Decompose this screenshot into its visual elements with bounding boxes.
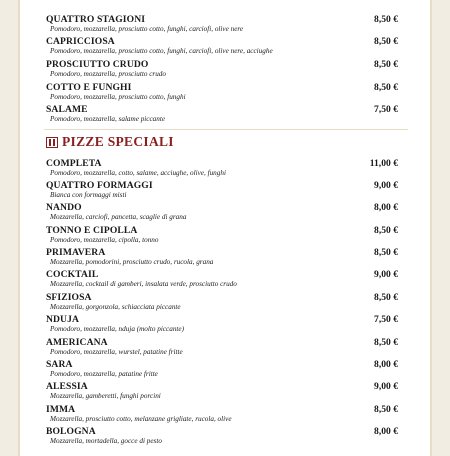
section-header (46, 134, 174, 150)
menu-item-desc: Pomodoro, mozzarella, prosciutto cotto, funghi, carciofi, olive nere, acciughe (50, 47, 273, 55)
menu-item-desc: Pomodoro, mozzarella, wurstel, patatine fritte (50, 348, 183, 356)
menu-item-desc: Pomodoro, mozzarella, prosciutto crudo (50, 70, 166, 78)
menu-item-price: 8,50 € (374, 36, 398, 47)
menu-item-name: IMMA (46, 404, 76, 415)
menu-item-desc: Mozzarella, gorgonzola, schiacciata piccante (50, 303, 181, 311)
menu-item-price: 8,00 € (374, 359, 398, 370)
menu-item-desc: Mozzarella, gamberetti, funghi porcini (50, 392, 161, 400)
pizza-oven-icon (46, 137, 58, 148)
menu-item (46, 359, 398, 379)
menu-item-desc: Bianca con formaggi misti (50, 191, 127, 199)
menu-item (46, 158, 398, 178)
menu-item (46, 14, 398, 34)
menu-item-price: 11,00 € (369, 158, 398, 169)
menu-item (46, 104, 398, 124)
menu-item-price: 9,00 € (374, 381, 398, 392)
menu-item-name: BOLOGNA (46, 426, 96, 437)
menu-item-desc: Mozzarella, mortadella, gocce di pesto (50, 437, 162, 445)
menu-item-price: 8,50 € (374, 292, 398, 303)
menu-item-name: AMERICANA (46, 337, 108, 348)
menu-item-name: PROSCIUTTO CRUDO (46, 59, 149, 70)
menu-item (46, 381, 398, 401)
menu-item-name: SFIZIOSA (46, 292, 92, 303)
menu-item-name: SARA (46, 359, 73, 370)
menu-item-name: NDUJA (46, 314, 80, 325)
menu-item-desc: Mozzarella, pomodorini, prosciutto crudo, rucola, grana (50, 258, 214, 266)
menu-item-price: 8,50 € (374, 14, 398, 25)
menu-item (46, 82, 398, 102)
menu-item (46, 202, 398, 222)
menu-item (46, 59, 398, 79)
menu-item (46, 180, 398, 200)
section-title: PIZZE SPECIALI (62, 134, 174, 149)
menu-item-price: 7,50 € (374, 314, 398, 325)
menu-item (46, 337, 398, 357)
menu-item (46, 36, 398, 56)
menu-item (46, 404, 398, 424)
menu-item-price: 8,50 € (374, 247, 398, 258)
menu-item-desc: Pomodoro, mozzarella, patatine fritte (50, 370, 158, 378)
menu-item-desc: Pomodoro, mozzarella, cipolla, tonno (50, 236, 159, 244)
menu-item-desc: Pomodoro, mozzarella, prosciutto cotto, funghi (50, 93, 186, 101)
menu-item-name: TONNO E CIPOLLA (46, 225, 138, 236)
menu-item-name: COCKTAIL (46, 269, 99, 280)
menu-page (18, 0, 432, 456)
menu-item (46, 292, 398, 312)
menu-item-desc: Mozzarella, cocktail di gamberi, insalata verde, prosciutto crudo (50, 280, 237, 288)
menu-item (46, 247, 398, 267)
menu-item-name: ALESSIA (46, 381, 88, 392)
menu-item-name: CAPRICCIOSA (46, 36, 115, 47)
menu-item (46, 426, 398, 446)
menu-item-desc: Pomodoro, mozzarella, nduja (molto piccante) (50, 325, 185, 333)
menu-item-name: COMPLETA (46, 158, 102, 169)
menu-item-price: 8,00 € (374, 426, 398, 437)
menu-item-price: 8,50 € (374, 225, 398, 236)
menu-item-name: QUATTRO FORMAGGI (46, 180, 153, 191)
menu-item-desc: Mozzarella, prosciutto cotto, melanzane grigliate, rucola, olive (50, 415, 232, 423)
menu-item-price: 8,50 € (374, 82, 398, 93)
menu-item-name: SALAME (46, 104, 88, 115)
section-divider (44, 129, 408, 130)
menu-item-price: 8,00 € (374, 202, 398, 213)
menu-item-desc: Mozzarella, carciofi, pancetta, scaglie di grana (50, 213, 187, 221)
menu-item-price: 8,50 € (374, 337, 398, 348)
menu-item-name: PRIMAVERA (46, 247, 106, 258)
menu-item-price: 7,50 € (374, 104, 398, 115)
menu-item (46, 314, 398, 334)
menu-item (46, 269, 398, 289)
menu-item-price: 9,00 € (374, 180, 398, 191)
menu-item-price: 9,00 € (374, 269, 398, 280)
menu-item-price: 8,50 € (374, 404, 398, 415)
menu-item-name: QUATTRO STAGIONI (46, 14, 146, 25)
menu-item-desc: Pomodoro, mozzarella, cotto, salame, acciughe, olive, funghi (50, 169, 226, 177)
menu-item-desc: Pomodoro, mozzarella, prosciutto cotto, funghi, carciofi, olive nere (50, 25, 244, 33)
menu-item-name: NANDO (46, 202, 82, 213)
menu-item-desc: Pomodoro, mozzarella, salame piccante (50, 115, 166, 123)
menu-item-price: 8,50 € (374, 59, 398, 70)
menu-item-name: COTTO E FUNGHI (46, 82, 132, 93)
menu-item (46, 225, 398, 245)
